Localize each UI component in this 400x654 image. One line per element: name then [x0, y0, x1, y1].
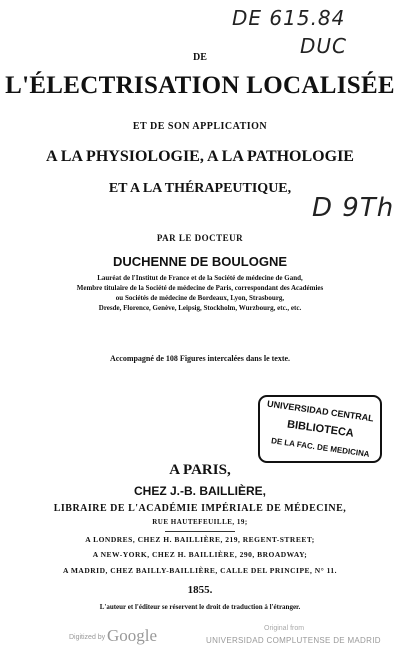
et-de-son-line: ET DE SON APPLICATION [132, 121, 268, 132]
newyork-line: A NEW-YORK, CHEZ H. BAILLIÈRE, 290, BROADWAY; [92, 550, 308, 559]
author-name: DUCHENNE DE BOULOGNE [112, 254, 288, 269]
digitization-footer [0, 620, 400, 654]
side-note-annotation: D 9Th [312, 193, 395, 223]
par-le-docteur: PAR LE DOCTEUR [156, 233, 244, 243]
de-line: DE [193, 52, 207, 63]
city-line: A PARIS, [169, 462, 231, 478]
year-line: 1855. [187, 584, 213, 596]
original-from-label: Original from [264, 625, 305, 632]
institution-name: UNIVERSIDAD COMPLUTENSE DE MADRID [206, 636, 381, 645]
london-line: A LONDRES, CHEZ H. BAILLIÈRE, 219, REGENT-STREET; [85, 535, 315, 544]
credentials-line-1: Lauréat de l'Institut de France et de la Société de médecine de Gand, [97, 274, 303, 282]
stamp-line-2: BIBLIOTECA [286, 418, 355, 440]
figures-note: Accompagné de 108 Figures intercalées dans le texte. [109, 354, 291, 363]
rights-line: L'auteur et l'éditeur se réservent le droit de traduction à l'étranger. [99, 603, 301, 611]
stamp-line-1: UNIVERSIDAD CENTRAL [266, 398, 375, 424]
publisher-title-line: LIBRAIRE DE L'ACADÉMIE IMPÉRIALE DE MÉDECINE, [53, 503, 347, 514]
publisher-line: CHEZ J.-B. BAILLIÈRE, [133, 484, 266, 498]
credentials-line-4: Dresde, Florence, Genève, Leipsig, Stockholm, Wurzbourg, etc., etc. [98, 304, 302, 312]
subtitle-line-2: ET A LA THÉRAPEUTIQUE, [108, 181, 292, 196]
address-line: RUE HAUTEFEUILLE, 19; [152, 518, 248, 526]
shelf-mark-annotation: DE 615.84 [232, 6, 346, 30]
digitized-by-label: Digitized by [69, 634, 106, 641]
divider-rule [165, 531, 235, 532]
catalog-code-annotation: DUC [300, 34, 348, 58]
main-title: L'ÉLECTRISATION LOCALISÉE [5, 72, 395, 99]
madrid-line: A MADRID, CHEZ BAILLY-BAILLIÈRE, CALLE DEL PRINCIPE, N° 11. [62, 566, 338, 575]
stamp-line-3: DE LA FAC. DE MEDICINA [270, 436, 371, 459]
credentials-line-2: Membre titulaire de la Société de médecine de Paris, correspondant des Académies [76, 284, 324, 292]
subtitle-line-1: A LA PHYSIOLOGIE, A LA PATHOLOGIE [46, 148, 354, 165]
credentials-line-3: ou Sociétés de médecine de Bordeaux, Lyon, Strasbourg, [115, 294, 285, 302]
google-wordmark: Google [107, 626, 158, 645]
